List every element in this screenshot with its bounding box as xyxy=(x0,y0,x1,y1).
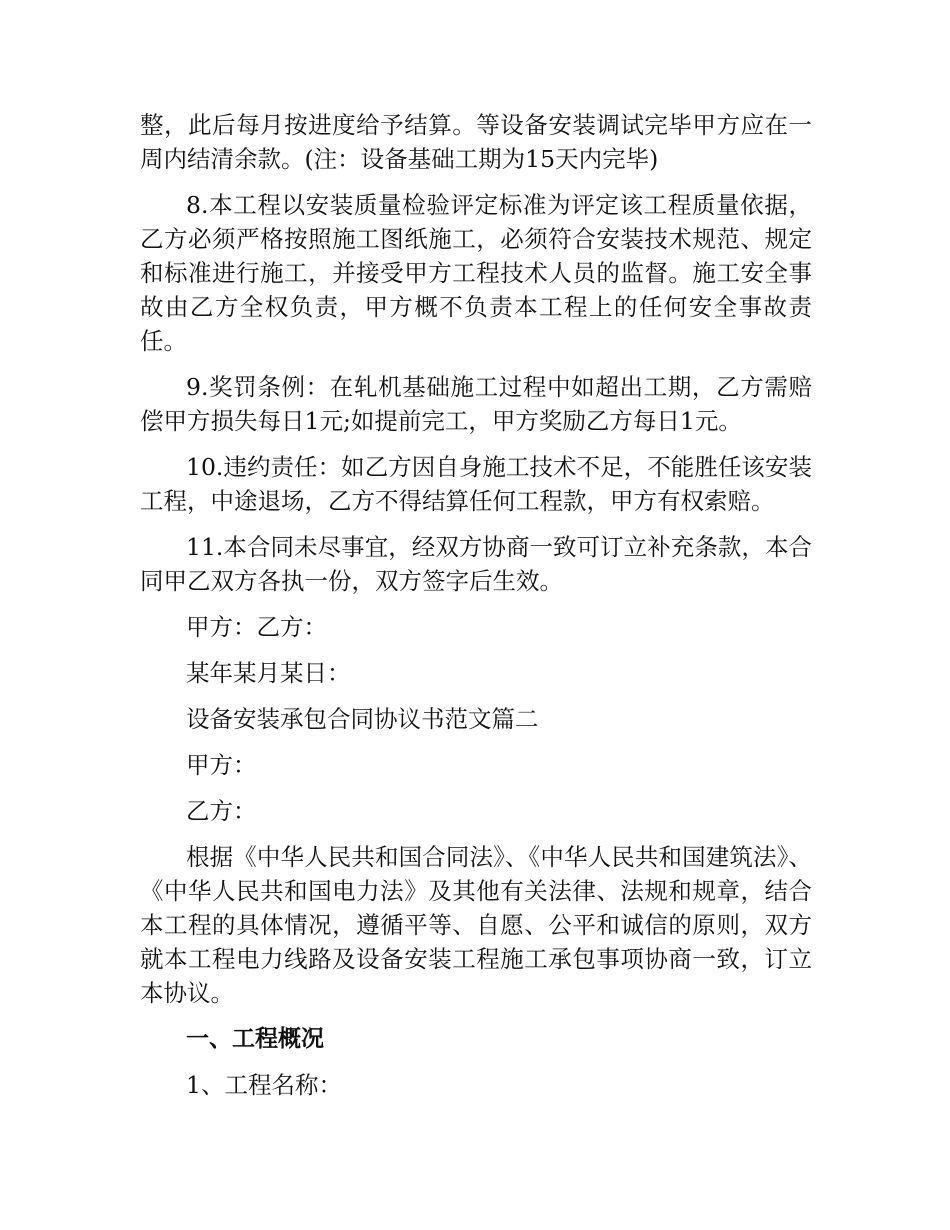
signature-date: 某年某月某日： xyxy=(186,659,351,687)
document-subtitle: 设备安装承包合同协议书范文篇二 xyxy=(186,705,539,733)
clause-8: 8.本工程以安装质量检验评定标准为评定该工程质量依据，乙方必须严格按照施工图纸施工，必须符合安装技术规范、规定和标准进行施工，并接受甲方工程技术人员的监督。施工安全事故由乙方全权负责，甲方概不负责本工程上的任何安全事故责任。 xyxy=(140,191,812,355)
document-page xyxy=(140,108,812,1114)
clause-11: 11.本合同未尽事宜，经双方协商一致可订立补充条款，本合同甲乙双方各执一份，双方签字后生效。 xyxy=(140,533,812,595)
preamble-paragraph: 根据《中华人民共和国合同法》、《中华人民共和国建筑法》、《中华人民共和国电力法》及其他有关法律、法规和规章，结合本工程的具体情况，遵循平等、自愿、公平和诚信的原则，双方就本工程电力线路及设备安装工程施工承包事项协商一致，订立本协议。 xyxy=(140,843,812,1007)
signature-parties: 甲方：乙方： xyxy=(186,613,327,641)
party-b-label: 乙方： xyxy=(186,797,257,825)
clause-10: 10.违约责任：如乙方因自身施工技术不足，不能胜任该安装工程，中途退场，乙方不得结算任何工程款，甲方有权索赔。 xyxy=(140,453,812,515)
party-a-label: 甲方： xyxy=(186,751,257,779)
project-name-item: 1、工程名称： xyxy=(186,1071,342,1099)
clause-9: 9.奖罚条例：在轧机基础施工过程中如超出工期，乙方需赔偿甲方损失每日1元;如提前完工，甲方奖励乙方每日1元。 xyxy=(140,373,812,435)
paragraph-continuation: 整，此后每月按进度给予结算。等设备安装调试完毕甲方应在一周内结清余款。(注：设备基础工期为15天内完毕) xyxy=(140,111,812,173)
section-heading: 一、工程概况 xyxy=(186,1026,324,1052)
